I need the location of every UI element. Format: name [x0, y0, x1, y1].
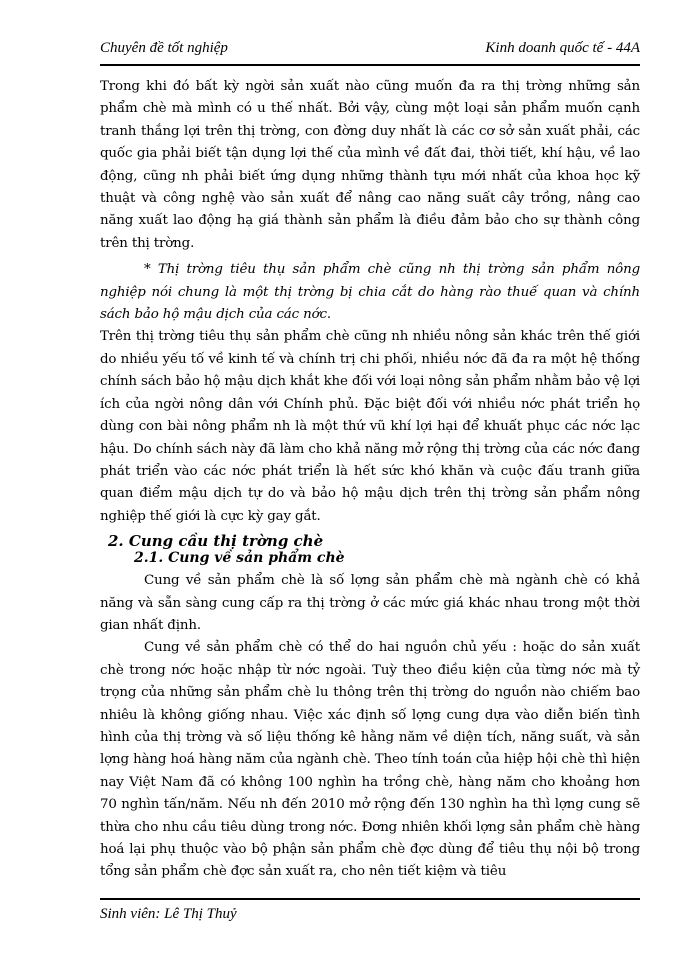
page-footer	[100, 898, 640, 923]
page-content	[100, 76, 640, 884]
paragraph-2: Trên thị trờng tiêu thụ sản phẩm chè cũng nh nhiều nông sản khác trên thế giới do nhiều yếu tố về kinh tế và chính trị chi phối, nhiều nớc đã đa ra một hệ thống chính sách bảo hộ mậu dịch khắt khe đối với loại nông sản phẩm nhằm bảo vệ lợi ích của ngời nông dân với Chính phủ. Đặc biệt đối với nhiều nớc phát triển họ dùng con bài nông phẩm nh là một thứ vũ khí lợi hại để khuất phục các nớc lạc hậu. Do chính sách này đã làm cho khả năng mở rộng thị trờng của các nớc đang phát triển vào các nớc phát triển là hết sức khó khăn và cuộc đấu tranh giữa quan điểm mậu dịch tự do và bảo hộ mậu dịch trên thị trờng sản phẩm nông nghiệp thế giới là cực kỳ gay gắt.	[100, 329, 640, 524]
header-title: Chuyên đề tốt nghiệp	[100, 40, 228, 56]
page-header	[100, 36, 640, 66]
section-heading: 2. Cung cầu thị trờng chè	[108, 532, 324, 551]
header-subtitle: Kinh doanh quốc tế - 44A	[485, 40, 640, 56]
paragraph-3: Cung về sản phẩm chè là số lợng sản phẩm chè mà ngành chè có khả năng và sẵn sàng cung cấp ra thị trờng ở các mức giá khác nhau trong một thời gian nhất định.	[100, 573, 640, 633]
footer-author: Sinh viên: Lê Thị Thuỷ	[100, 906, 237, 922]
paragraph-1: Trong khi đó bất kỳ ngời sản xuất nào cũng muốn đa ra thị trờng những sản phẩm chè mà mình có u thế nhất. Bởi vậy, cùng một loại sản phẩm muốn cạnh tranh thắng lợi trên thị trờng, con đờng duy nhất là các cơ sở sản xuất phải, các quốc gia phải biết tận dụng lợi thế của mình về đất đai, thời tiết, khí hậu, về lao động, cũng nh phải biết ứng dụng những thành tựu mới nhất của khoa học kỹ thuật và công nghệ vào sản xuất để nâng cao năng suất cây trồng, nâng cao năng xuất lao động hạ giá thành sản phẩm là điều đảm bảo cho sự thành công trên thị trờng.	[100, 79, 640, 251]
paragraph-4: Cung về sản phẩm chè có thể do hai nguồn chủ yếu : hoặc do sản xuất chè trong nớc hoặc nhập từ nớc ngoài. Tuỳ theo điều kiện của từng nớc mà tỷ trọng của những sản phẩm chè lu thông trên thị trờng do nguồn nào chiếm bao nhiêu là không giống nhau. Việc xác định số lợng cung dựa vào diễn biến tình hình của thị trờng và số liệu thống kê hằng năm về diện tích, năng suất, và sản lợng hàng hoá hàng năm của ngành chè. Theo tính toán của hiệp hội chè thì hiện nay Việt Nam đã có không 100 nghìn ha trồng chè, hàng năm cho khoảng hơn 70 nghìn tấn/năm. Nếu nh đến 2010 mở rộng đến 130 nghìn ha thì lợng cung sẽ thừa cho nhu cầu tiêu dùng trong nớc. Đơng nhiên khối lợng sản phẩm chè hàng hoá lại phụ thuộc vào bộ phận sản phẩm chè đợc dùng để tiêu thụ nội bộ trong tổng sản phẩm chè đợc sản xuất ra, cho nên tiết kiệm và tiêu	[100, 640, 640, 880]
note-paragraph: * Thị trờng tiêu thụ sản phẩm chè cũng nh thị trờng sản phẩm nông nghiệp nói chung là một thị trờng bị chia cắt do hàng rào thuế quan và chính sách bảo hộ mậu dịch của các nớc.	[100, 262, 640, 323]
subsection-heading: 2.1. Cung về sản phẩm chè	[134, 550, 345, 567]
